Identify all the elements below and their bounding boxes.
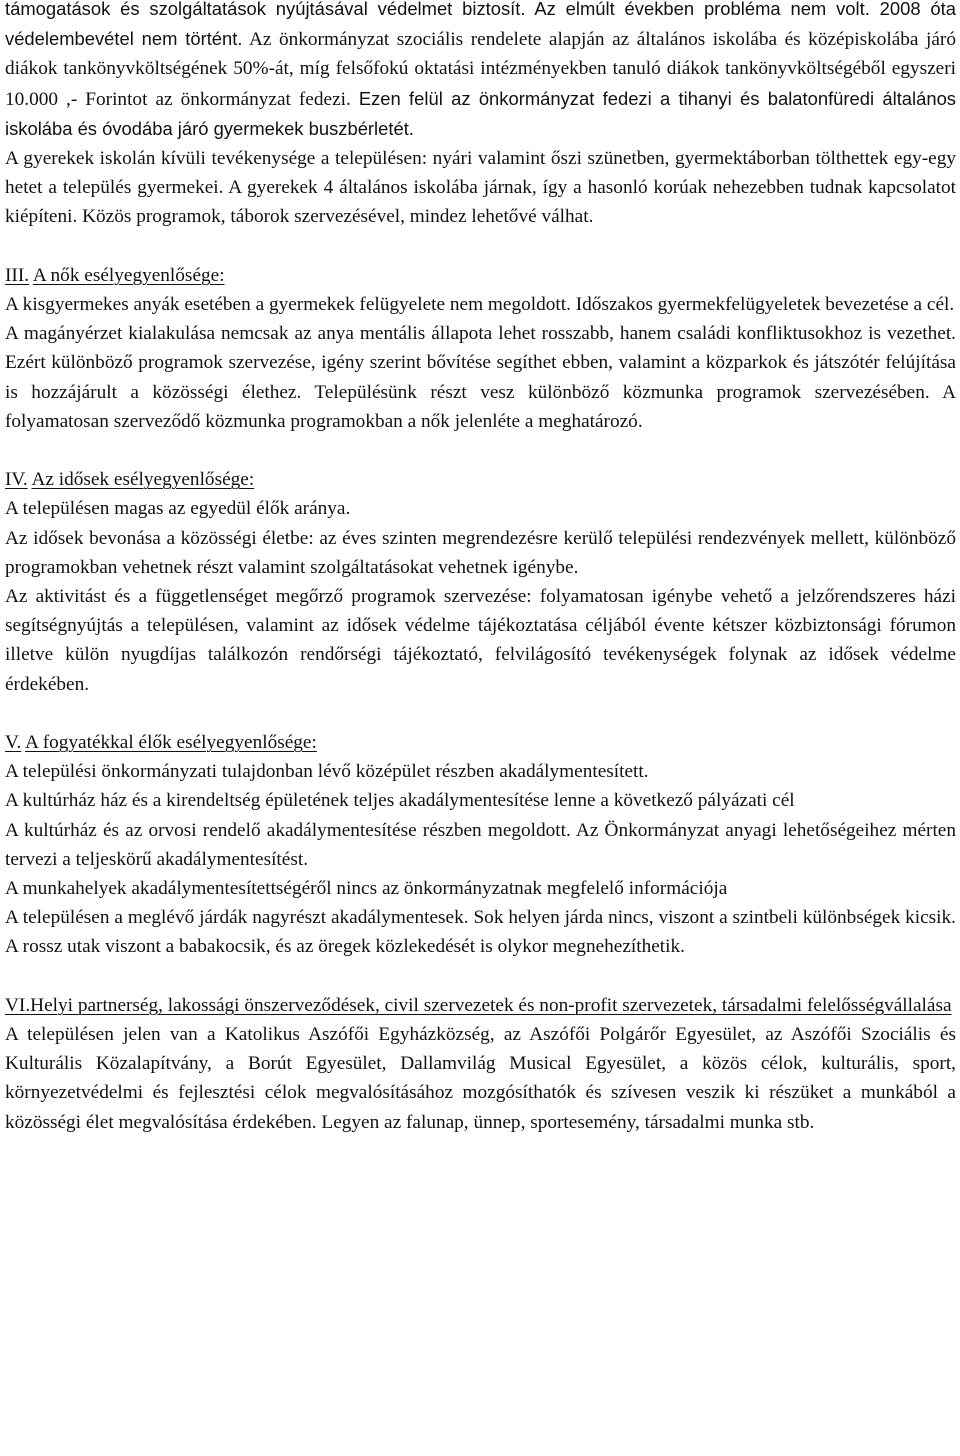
section-5-paragraph-2: A kultúrház ház és a kirendeltség épületének teljes akadálymentesítése lenne a következő pályázati cél xyxy=(5,790,795,812)
section-3-heading xyxy=(5,261,956,290)
section-5-paragraph-1: A települési önkormányzati tulajdonban lévő középület részben akadálymentesített. xyxy=(5,761,649,783)
section-3-number: III. xyxy=(5,264,30,286)
section-6-number: VI. xyxy=(5,994,31,1016)
section-6-paragraph-1: A településen jelen van a Katolikus Aszófői Egyházközség, az Aszófői Polgárőr Egyesület, az Aszófői Szociális és Kulturális Közalapítvány, a Borút Egyesület, Dallamvilág Musical Egyesület, a közös célok, kulturális, sport, környezetvédelmi és fejlesztési célok megvalósításához mozgósíthatók és szívesen veszik ki részüket a munkából a közösségi élet megvalósítása érdekében. Legyen az falunap, ünnep, sportesemény, társadalmi munka stb. xyxy=(5,1024,956,1133)
section-4-heading xyxy=(5,465,956,494)
spacer xyxy=(5,962,956,991)
spacer xyxy=(5,232,956,261)
section-3-paragraph-2: A magányérzet kialakulása nemcsak az anya mentális állapota lehet rosszabb, hanem családi konfliktusokhoz is vezethet. Ezért különböző programok szervezése, igény szerint bővítése segíthet ebben, valamint a közparkok és játszótér felújítása is hozzájárult a közösségi élethez. Településünk részt vesz különböző közmunka programok szervezésében. A folyamatosan szerveződő közmunka programokban a nők jelenléte a meghatározó. xyxy=(5,323,956,432)
intro-sentence-2: Az önkormányzat szociális rendelete alapján az általános iskolába és középiskolába járó diákok tankönyvköltségének 50%-át, míg felsőfokú oktatási intézményekben tanuló diákok tankönyvköltségéből egyszeri 10.000 ,- Forintot az önkormányzat fedezi. xyxy=(5,29,956,110)
section-5-number: V. xyxy=(5,732,22,754)
section-4-title: Az idősek esélyegyenlősége: xyxy=(31,469,255,491)
section-5-heading xyxy=(5,728,956,757)
section-3-paragraph-1: A kisgyermekes anyák esetében a gyermekek felügyelete nem megoldott. Időszakos gyermekfelügyeletek bevezetése a cél. xyxy=(5,294,955,316)
spacer xyxy=(5,699,956,728)
children-activities-paragraph: A gyerekek iskolán kívüli tevékenysége a településen: nyári valamint őszi szünetben, gyermektáborban tölthettek egy-egy hetet a település gyermekei. A gyerekek 4 általános iskolába járnak, így a hasonló korúak nehezebben tudnak kapcsolatot kiépíteni. Közös programok, táborok szervezésével, mindez lehetővé válhat. xyxy=(5,148,956,228)
section-4-paragraph-2: Az idősek bevonása a közösségi életbe: az éves szinten megrendezésre kerülő települési rendezvények mellett, különböző programokban vehetnek részt valamint szolgáltatásokat vehetnek igénybe. xyxy=(5,527,956,578)
section-5-title: A fogyatékkal élők esélyegyenlősége: xyxy=(25,732,317,754)
intro-sentence-3: Ezen felül az önkormányzat fedezi a tihanyi és balatonfüredi általános iskolába és óvodába járó gyermekek buszbérletét. xyxy=(5,87,956,139)
section-5-paragraph-3: A kultúrház és az orvosi rendelő akadálymentesítése részben megoldott. Az Önkormányzat anyagi lehetőségeihez mérten tervezi a teljeskörű akadálymentesítést. xyxy=(5,819,956,870)
spacer xyxy=(5,436,956,465)
section-5-paragraph-4: A munkahelyek akadálymentesítettségéről nincs az önkormányzatnak megfelelő információja xyxy=(5,878,728,900)
section-4-number: IV. xyxy=(5,469,28,491)
section-4-paragraph-1: A településen magas az egyedül élők aránya. xyxy=(5,498,351,520)
section-5-paragraph-5: A településen a meglévő járdák nagyrészt akadálymentesek. Sok helyen járda nincs, viszont a szintbeli különbségek kicsik. A rossz utak viszont a babakocsik, és az öregek közlekedését is olykor megnehezíthetik. xyxy=(5,907,956,958)
section-3-title: A nők esélyegyenlősége: xyxy=(32,264,225,286)
section-4-paragraph-3: Az aktivitást és a függetlenséget megőrző programok szervezése: folyamatosan igénybe vehető a jelzőrendszeres házi segítségnyújtás a településen, valamint az idősek védelme tájékoztatása céljából évente kétszer közbiztonsági fórumon illetve külön nyugdíjas találkozón rendőrségi tájékoztató, felvilágosító tevékenységek folynak az idősek védelme érdekében. xyxy=(5,586,956,695)
section-6-heading xyxy=(5,991,956,1020)
intro-paragraph xyxy=(5,0,956,144)
intro-sentence-1: támogatások és szolgáltatások nyújtásával védelmet biztosít. Az elmúlt években probléma nem volt. 2008 óta védelembevétel nem történt. xyxy=(5,0,956,50)
document-page xyxy=(5,0,956,1137)
section-6-title: Helyi partnerség, lakossági önszerveződések, civil szervezetek és non-profit szervezetek, társadalmi felelősségvállalása xyxy=(30,994,952,1016)
